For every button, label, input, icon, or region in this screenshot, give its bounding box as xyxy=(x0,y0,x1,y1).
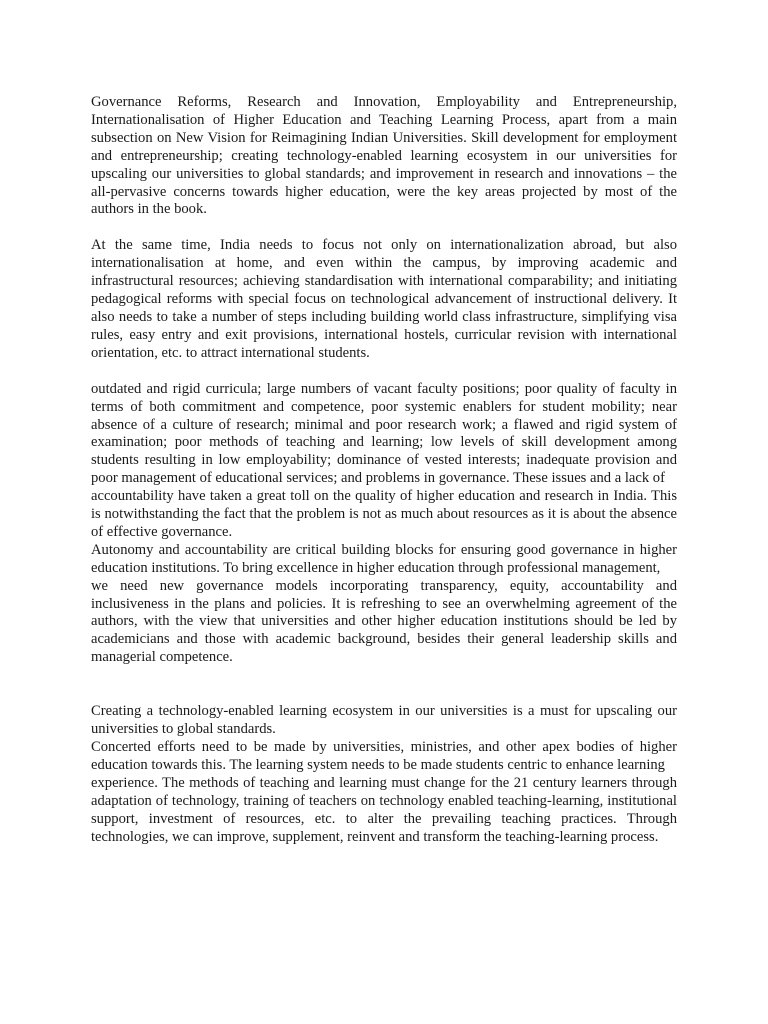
paragraph-outdated-curricula: outdated and rigid curricula; large numbers of vacant faculty positions; poor quality of faculty in terms of both commitment and competence, poor systemic enablers for student mobility; near absence of a culture of research; minimal and poor research work; a flawed and rigid system of examination; poor methods of teaching and learning; low levels of skill development among students resulting in low employability; dominance of vested interests; inadequate provision and poor management of educational services; and problems in governance. These issues and a lack of xyxy=(91,380,677,487)
paragraph-governance-reforms: Governance Reforms, Research and Innovation, Employability and Entrepreneurship, Internationalisation of Higher Education and Teaching Learning Process, apart from a main subsection on New Vision for Reimagining Indian Universities. Skill development for employment and entrepreneurship; creating technology-enabled learning ecosystem in our universities for upscaling our universities to global standards; and improvement in research and innovations – the all-pervasive concerns towards higher education, were the key areas projected by most of the authors in the book. xyxy=(91,94,677,218)
paragraph-spacer xyxy=(91,667,677,703)
paragraph-governance-models: we need new governance models incorporating transparency, equity, accountability and inclusiveness in the plans and policies. It is refreshing to see an overwhelming agreement of the authors, with the view that universities and other higher education institutions should be led by academicians and those with academic background, besides their general leadership skills and managerial competence. xyxy=(91,577,677,666)
paragraph-technology-ecosystem: Creating a technology-enabled learning ecosystem in our universities is a must for upscaling our universities to global standards. xyxy=(91,703,677,738)
paragraph-teaching-methods: experience. The methods of teaching and learning must change for the 21 century learners through adaptation of technology, training of teachers on technology enabled teaching-learning, institutional support, investment of resources, etc. to alter the prevailing teaching practices. Through technologies, we can improve, supplement, reinvent and transform the teaching-learning process. xyxy=(91,774,677,845)
paragraph-autonomy: Autonomy and accountability are critical building blocks for ensuring good governance in higher education institutions. To bring excellence in higher education through professional management, xyxy=(91,541,677,576)
paragraph-concerted-efforts: Concerted efforts need to be made by universities, ministries, and other apex bodies of higher education towards this. The learning system needs to be made students centric to enhance learning xyxy=(91,739,677,773)
paragraph-spacer xyxy=(91,219,677,237)
paragraph-accountability: accountability have taken a great toll on the quality of higher education and research in India. This is notwithstanding the fact that the problem is not as much about resources as it is about the absence of effective governance. xyxy=(91,488,677,540)
paragraph-internationalisation: At the same time, India needs to focus not only on internationalization abroad, but also internationalisation at home, and even within the campus, by improving academic and infrastructural resources; achieving standardisation with international comparability; and initiating pedagogical reforms with special focus on technological advancement of instructional delivery. It also needs to take a number of steps including building world class infrastructure, simplifying visa rules, easy entry and exit provisions, international hostels, curricular revision with international orientation, etc. to attract international students. xyxy=(91,237,677,361)
paragraph-spacer xyxy=(91,363,677,381)
document-page xyxy=(91,94,677,846)
